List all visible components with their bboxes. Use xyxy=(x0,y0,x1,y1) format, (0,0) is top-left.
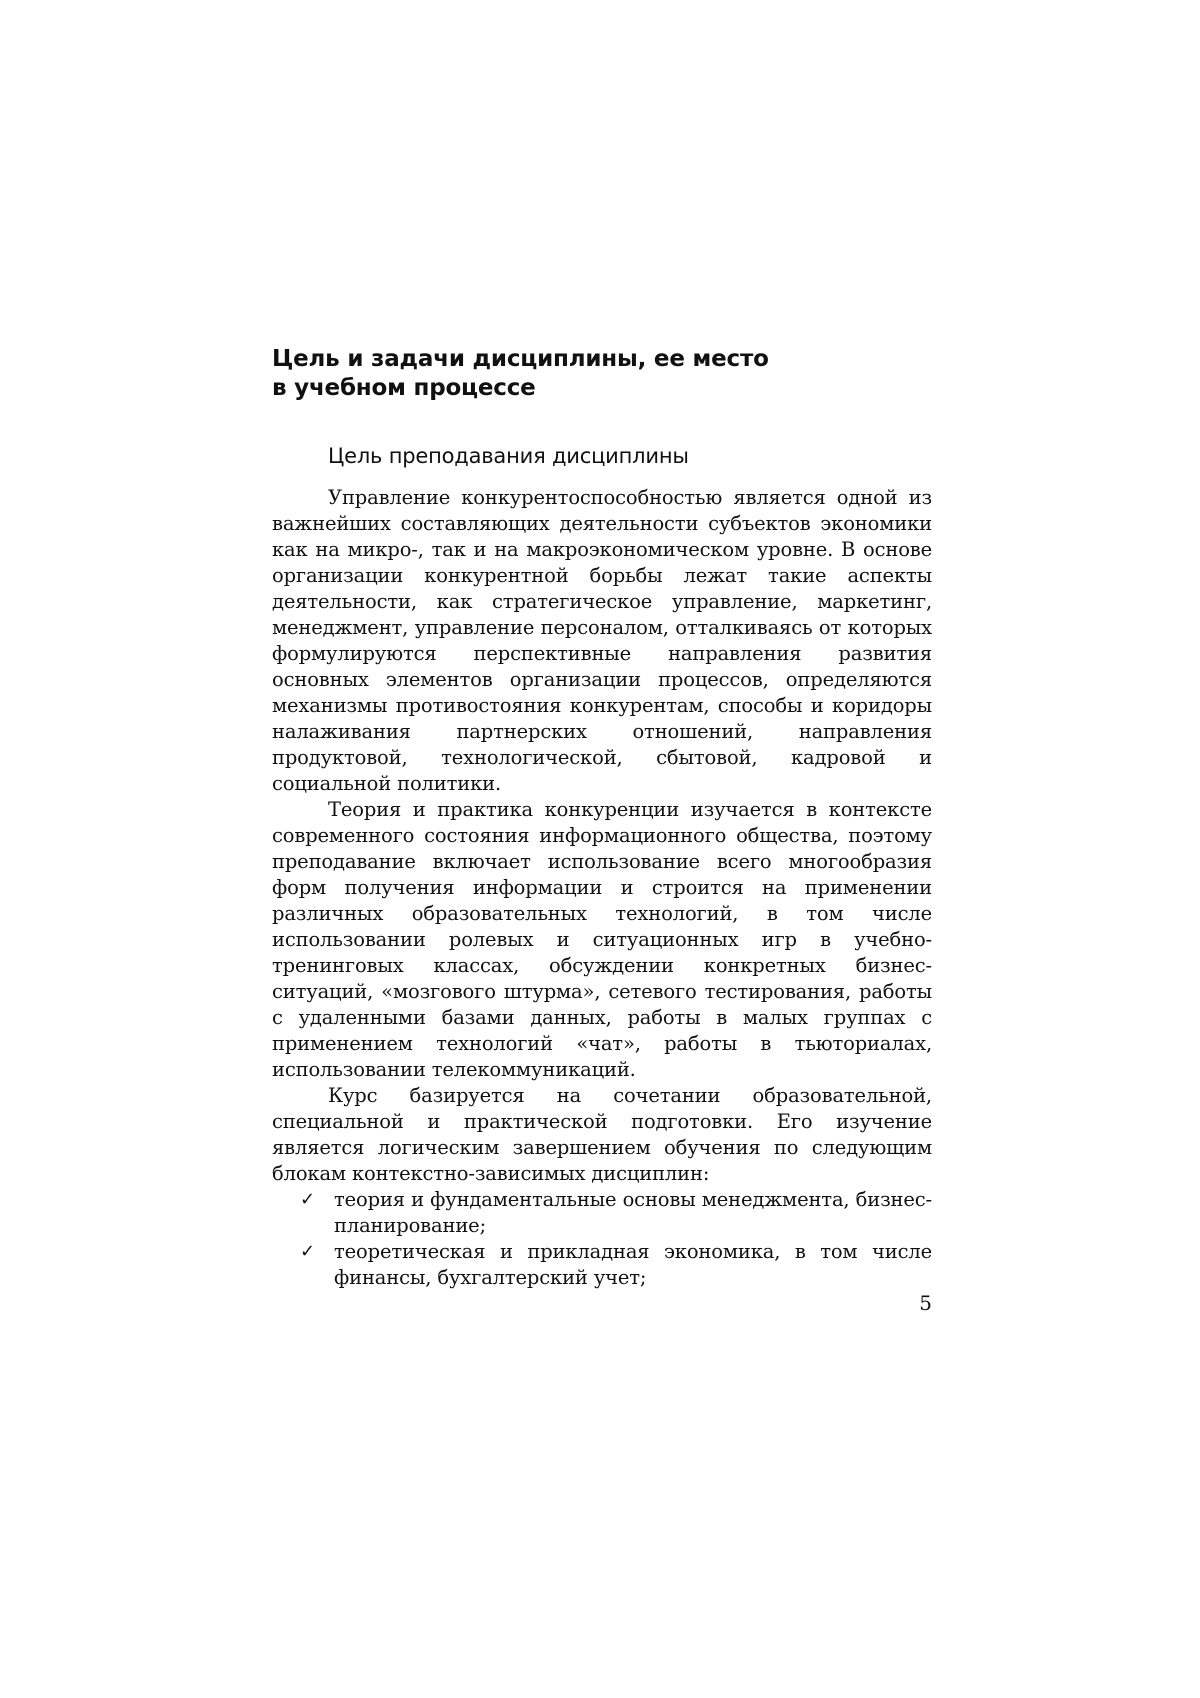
checklist-item-2 xyxy=(300,1239,932,1291)
discipline-checklist xyxy=(272,1187,932,1291)
paragraph-3: Курс базируется на сочетании образовательной, специальной и практической подготовки. Его изучение является логическим завершением обучения по следующим блокам контекстно-зависимых дисциплин: xyxy=(272,1084,932,1185)
section-heading-line-1: Цель и задачи дисциплины, ее место xyxy=(272,346,769,372)
paragraph-2: Теория и практика конкуренции изучается в контексте современного состояния информационного общества, поэтому преподавание включает использование всего многообразия форм получения информации и строится на применении различных образовательных технологий, в том числе использовании ролевых и ситуационных игр в учебно-тренинговых классах, обсуждении конкретных бизнес-ситуаций, «мозгового штурма», сетевого тестирования, работы с удаленными базами данных, работы в малых группах с применением технологий «чат», работы в тьюториалах, использовании телекоммуникаций. xyxy=(272,798,932,1081)
section-heading xyxy=(272,345,932,403)
checklist-item-1 xyxy=(300,1187,932,1239)
checkmark-icon: ✓ xyxy=(300,1241,315,1262)
checklist-item-text: теория и фундаментальные основы менеджмента, бизнес-планирование; xyxy=(334,1188,932,1237)
page-number: 5 xyxy=(919,1291,932,1315)
section-heading-line-2: в учебном процессе xyxy=(272,375,536,401)
subsection-heading: Цель преподавания дисциплины xyxy=(328,444,689,468)
checkmark-icon: ✓ xyxy=(300,1189,315,1210)
paragraph-1: Управление конкурентоспособностью является одной из важнейших составляющих деятельности субъектов экономики как на микро-, так и на макроэкономическом уровне. В основе организации конкурентной борьбы лежат такие аспекты деятельности, как стратегическое управление, маркетинг, менеджмент, управление персоналом, отталкиваясь от которых формулируются перспективные направления развития основных элементов организации процессов, определяются механизмы противостояния конкурентам, способы и коридоры налаживания партнерских отношений, направления продуктовой, технологической, сбытовой, кадровой и социальной политики. xyxy=(272,486,932,795)
page-content xyxy=(272,345,932,1291)
checklist-item-text: теоретическая и прикладная экономика, в том числе финансы, бухгалтерский учет; xyxy=(334,1240,932,1289)
